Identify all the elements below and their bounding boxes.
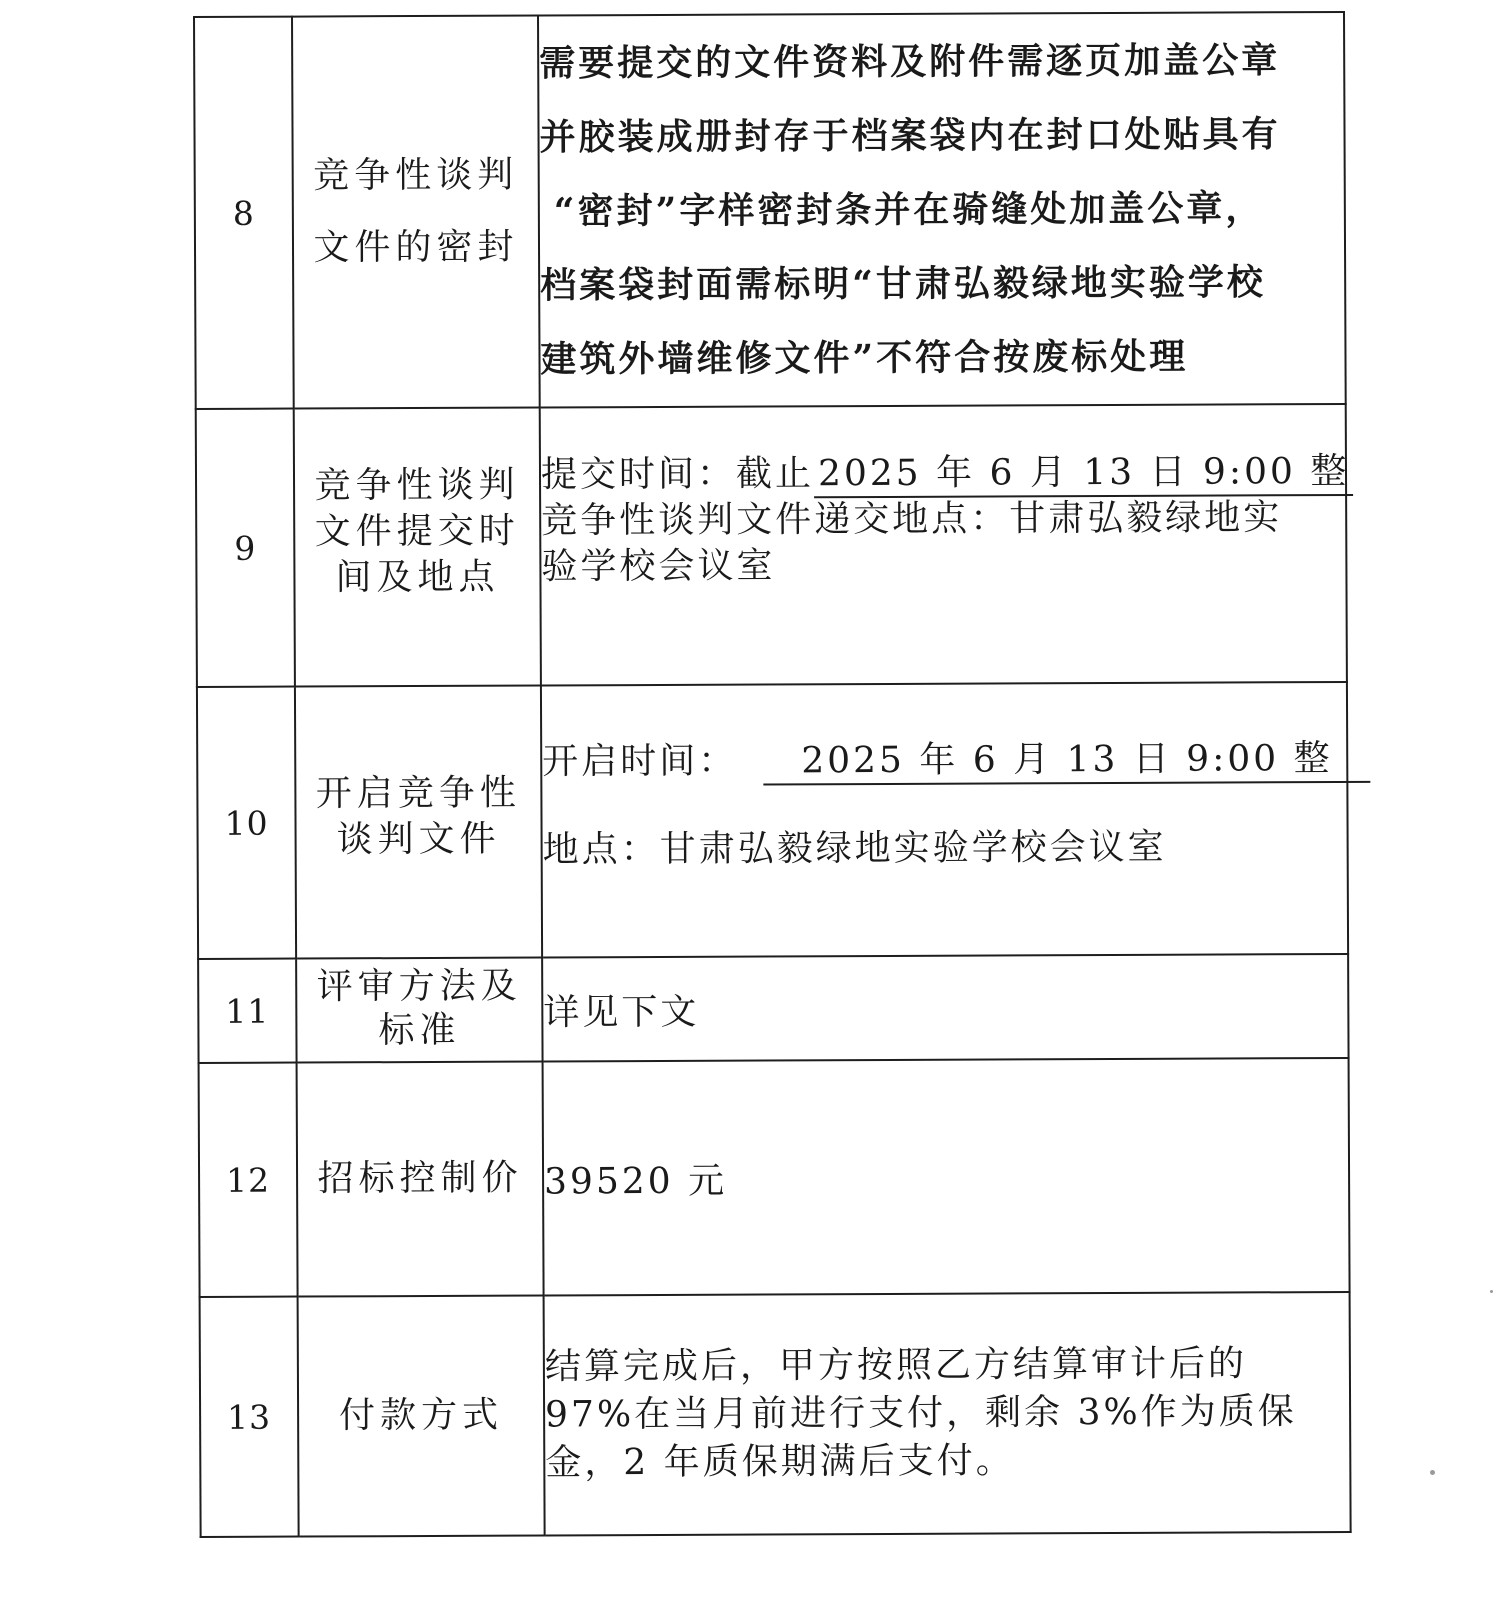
row-number: 11 xyxy=(198,959,296,1063)
item-name-line: 竞争性谈判 xyxy=(313,154,519,197)
item-name-line: 文件提交时 xyxy=(314,510,520,552)
content-line: 97%在当月前进行支付，剩余 3%作为质保 xyxy=(545,1391,1297,1436)
submission-time-label: 提交时间：截止 xyxy=(540,453,815,496)
item-name-line: 招标控制价 xyxy=(317,1157,523,1200)
item-name-line: 文件的密封 xyxy=(313,226,519,269)
item-name-line: 付款方式 xyxy=(339,1394,504,1437)
row-number: 8 xyxy=(194,17,294,409)
row-number: 9 xyxy=(196,409,295,687)
row-number: 13 xyxy=(200,1297,299,1537)
content-line: 需要提交的文件资料及附件需逐页加盖公章 xyxy=(539,39,1281,85)
submission-time-value: 2025 年 6 月 13 日 9:00 整 xyxy=(814,451,1353,498)
table-row-12 xyxy=(199,1058,1350,1297)
row-number: 12 xyxy=(199,1063,298,1297)
item-name-line: 竞争性谈判 xyxy=(314,464,520,506)
item-name-control-price xyxy=(297,1061,544,1296)
content-line: “密封”字样密封条并在骑缝处加盖公章， xyxy=(553,187,1265,233)
payment-terms xyxy=(544,1292,1351,1536)
content-line: 并胶装成册封存于档案袋内在封口处贴具有 xyxy=(539,113,1281,159)
item-name-line: 开启竞争性 xyxy=(315,772,521,814)
scan-speck xyxy=(1490,1290,1493,1293)
opening-time-value: 2025 年 6 月 13 日 9:00 整 xyxy=(763,738,1370,786)
content-line: 结算完成后，甲方按照乙方结算审计后的 xyxy=(544,1343,1247,1388)
table-row-8 xyxy=(194,12,1346,409)
content-line: 档案袋封面需标明“甘肃弘毅绿地实验学校 xyxy=(540,261,1266,307)
row-number: 10 xyxy=(197,687,296,959)
table-row-10 xyxy=(197,682,1348,959)
item-name-line: 间及地点 xyxy=(335,556,500,598)
opening-time-label: 开启时间： xyxy=(542,740,738,783)
control-price-value: 39520 元 xyxy=(543,1058,1350,1296)
item-name-payment xyxy=(298,1295,545,1536)
opening-time-line xyxy=(542,715,1346,807)
submission-details xyxy=(540,404,1350,686)
content-line: 竞争性谈判文件递交地点：甘肃弘毅绿地实 xyxy=(541,497,1283,542)
table-row-11 xyxy=(198,954,1348,1063)
submission-time-line xyxy=(540,449,1350,499)
table-row-9 xyxy=(196,404,1347,687)
item-name-sealing xyxy=(292,15,540,408)
sealing-requirements xyxy=(538,12,1346,408)
content-line: 建筑外墙维修文件”不符合按废标处理 xyxy=(540,335,1189,381)
item-name-line: 标准 xyxy=(378,1009,461,1052)
content-line: 金，2 年质保期满后支付。 xyxy=(545,1440,1015,1484)
content-line: 验学校会议室 xyxy=(541,545,776,588)
item-name-line: 谈判文件 xyxy=(336,818,501,860)
scan-speck xyxy=(1430,1470,1435,1475)
item-name-submission xyxy=(294,407,541,686)
opening-location: 地点：甘肃弘毅绿地实验学校会议室 xyxy=(542,826,1167,871)
table-row-13 xyxy=(200,1292,1351,1537)
evaluation-method: 详见下文 xyxy=(542,954,1348,1062)
item-name-line: 评审方法及 xyxy=(316,965,522,1008)
tender-info-table xyxy=(193,11,1352,1538)
opening-details xyxy=(541,682,1348,958)
item-name-opening xyxy=(295,685,542,958)
item-name-evaluation xyxy=(296,957,542,1062)
